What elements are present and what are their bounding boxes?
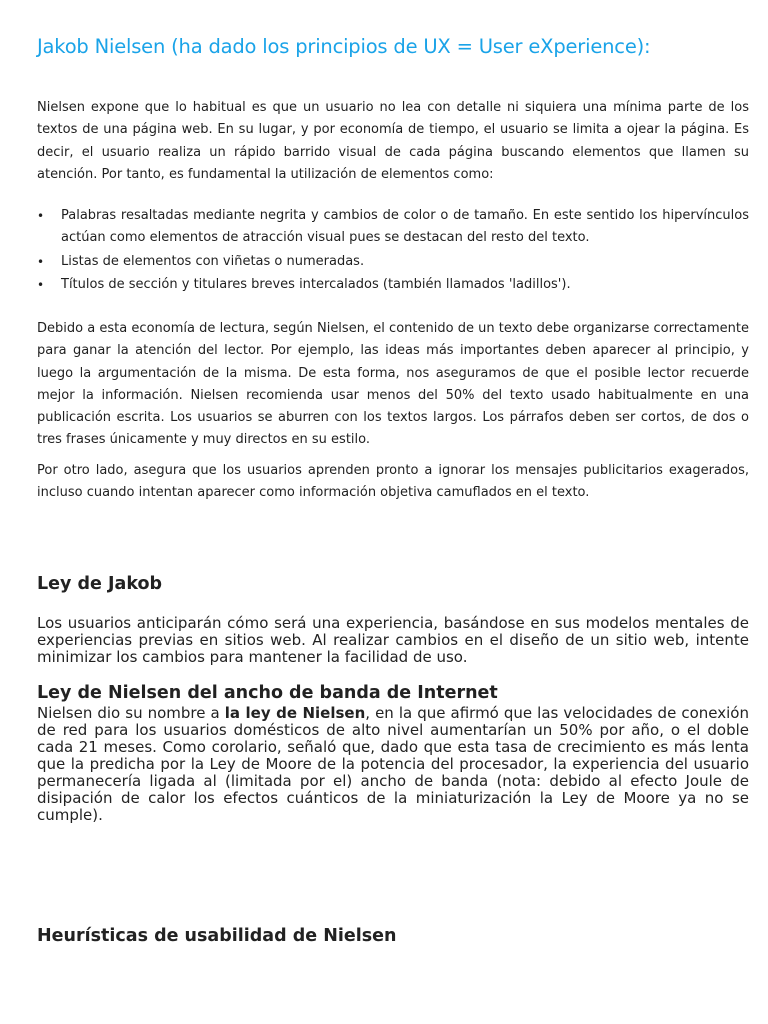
nielsen-law-heading: Ley de Nielsen del ancho de banda de Internet	[37, 683, 498, 703]
nielsen-law-text	[37, 705, 749, 824]
nielsen-law-text-rest: , en la que afirmó que las velocidades de conexión de red para los usuarios domésticos de alto nivel aumentarían un 50% por año, o el doble cada 21 meses. Como corolario, señaló que, dado que esta tasa de crecimiento es más lenta que la predicha por la Ley de Moore de la potencia del procesador, la experiencia del usuario permanecería ligada al (limitada por el) ancho de banda (nota: debido al efecto Joule de disipación de calor los efectos cuánticos de la miniaturización la Ley de Moore ya no se cumple).	[37, 704, 749, 824]
jakob-law-text: Los usuarios anticiparán cómo será una experiencia, basándose en sus modelos mentales de experiencias previas en sitios web. Al realizar cambios en el diseño de un sitio web, intente minimizar los cambios para mantener la facilidad de uso.	[37, 614, 749, 666]
heuristics-heading: Heurísticas de usabilidad de Nielsen	[37, 926, 397, 946]
list-item: • Títulos de sección y titulares breves intercalados (también llamados 'ladillos').	[37, 274, 749, 296]
advertising-paragraph: Por otro lado, asegura que los usuarios aprenden pronto a ignorar los mensajes publicitarios exagerados, incluso cuando intentan aparecer como información objetiva camuflados en el texto.	[37, 463, 749, 501]
reading-economy-paragraph: Debido a esta economía de lectura, según Nielsen, el contenido de un texto debe organizarse correctamente para ganar la atención del lector. Por ejemplo, las ideas más importantes deben aparecer al principio, y luego la argumentación de la misma. De esta forma, nos aseguramos de que el posible lector recuerde mejor la información. Nielsen recomienda usar menos del 50% del texto usado habitualmente en una publicación escrita. Los usuarios se aburren con los textos largos. Los párrafos deben ser cortos, de dos o tres frases únicamente y muy directos en su estilo.	[37, 321, 749, 448]
bullet-list	[37, 205, 749, 297]
nielsen-law-bold: la ley de Nielsen	[224, 704, 366, 722]
document-title: Jakob Nielsen (ha dado los principios de UX = User eXperience):	[37, 35, 651, 58]
list-item: • Listas de elementos con viñetas o numeradas.	[37, 251, 749, 273]
intro-paragraph: Nielsen expone que lo habitual es que un usuario no lea con detalle ni siquiera una mínima parte de los textos de una página web. En su lugar, y por economía de tiempo, el usuario se limita a ojear la página. Es decir, el usuario realiza un rápido barrido visual de cada página buscando elementos que llamen su atención. Por tanto, es fundamental la utilización de elementos como:	[37, 100, 749, 182]
jakob-law-heading: Ley de Jakob	[37, 574, 163, 594]
list-item: • Palabras resaltadas mediante negrita y cambios de color o de tamaño. En este sentido los hipervínculos actúan como elementos de atracción visual pues se destacan del resto del texto.	[37, 205, 749, 250]
nielsen-law-text-start: Nielsen dio su nombre a	[37, 704, 225, 722]
